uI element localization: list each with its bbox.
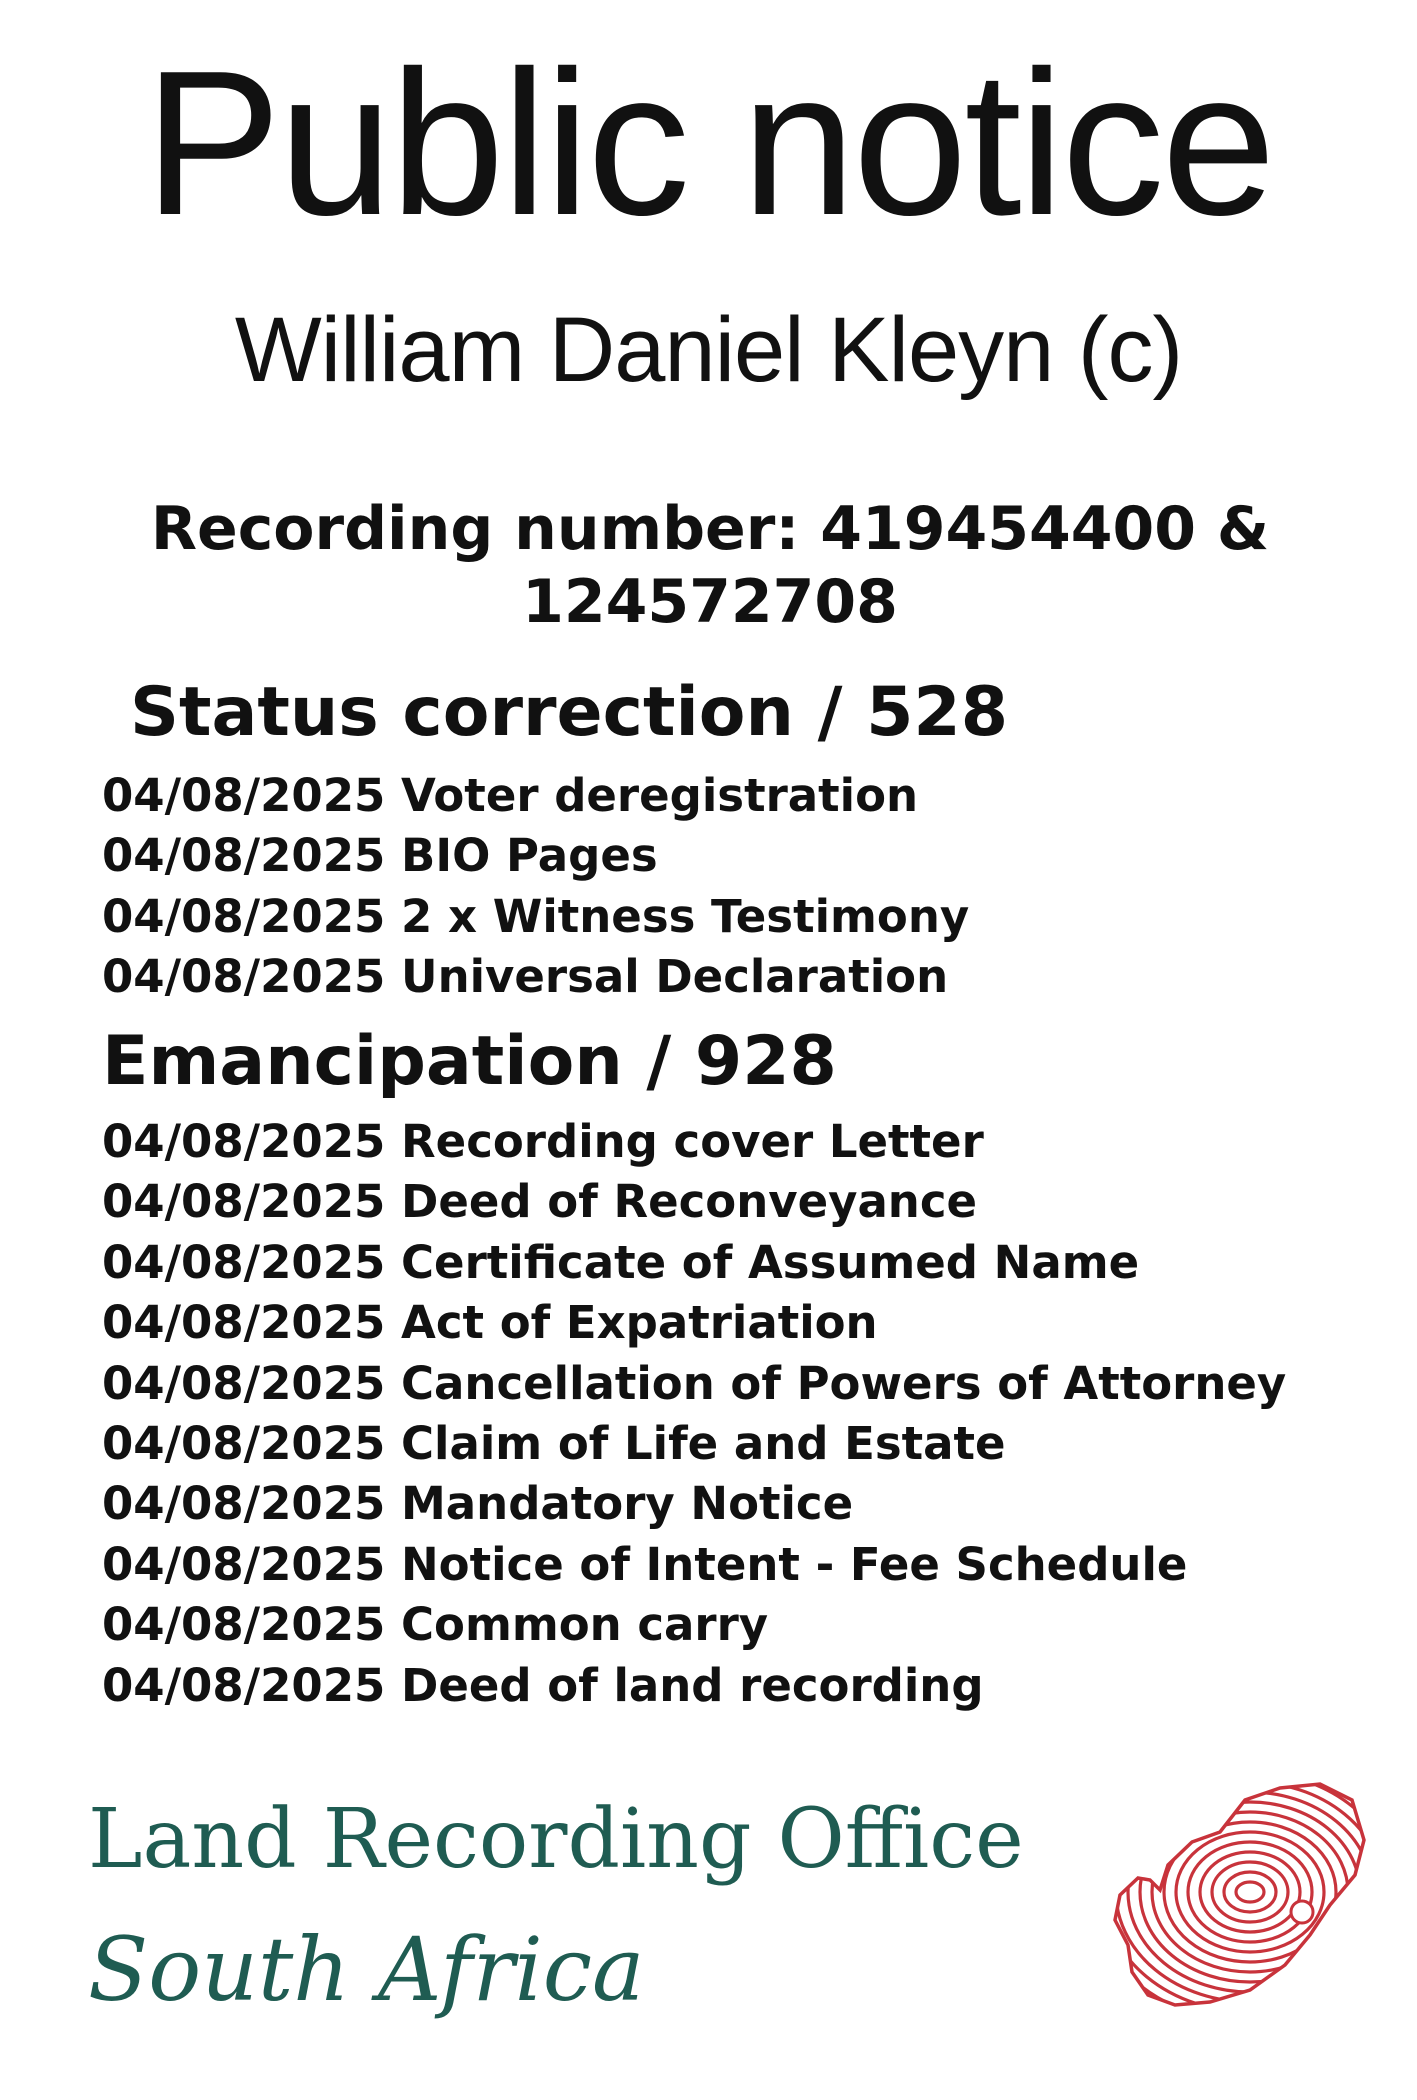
list-item: 04/08/2025 Notice of Intent - Fee Schedule (102, 1537, 1188, 1591)
fingerprint-ridge (1236, 1882, 1264, 1902)
fingerprint-ridge (1140, 1802, 1360, 1982)
emancipation-list (102, 1112, 1286, 1716)
office-name: Land Recording Office (88, 1792, 1024, 1887)
office-country: South Africa (88, 1918, 645, 2021)
list-item: 04/08/2025 Claim of Life and Estate (102, 1416, 1006, 1470)
status-correction-heading: Status correction / 528 (130, 673, 1009, 752)
list-item: 04/08/2025 Deed of Reconveyance (102, 1175, 978, 1229)
list-item: 04/08/2025 Certificate of Assumed Name (102, 1235, 1140, 1289)
fingerprint-ridge (1224, 1872, 1276, 1912)
fingerprint-ridge (1176, 1832, 1324, 1952)
recording-number-line-2: 124572708 (522, 567, 898, 637)
recording-number-line-1: Recording number: 419454400 & (150, 494, 1270, 564)
list-item: 04/08/2025 Recording cover Letter (102, 1115, 984, 1168)
list-item: 04/08/2025 Act of Expatriation (102, 1296, 878, 1350)
list-item: 04/08/2025 Universal Declaration (102, 950, 949, 1004)
fingerprint-ridge (1152, 1812, 1348, 1972)
list-item: 04/08/2025 Voter deregistration (102, 769, 919, 822)
list-item: 04/08/2025 2 x Witness Testimony (102, 889, 970, 943)
list-item: 04/08/2025 Common carry (102, 1598, 769, 1652)
lesotho-outline (1291, 1901, 1313, 1923)
south-africa-fingerprint-map-icon (1080, 1780, 1370, 2030)
recording-number (120, 493, 1300, 639)
person-name: William Daniel Kleyn (c) (234, 299, 1183, 401)
page-title: Public notice (143, 28, 1273, 258)
emancipation-heading: Emancipation / 928 (102, 1022, 837, 1101)
fingerprint-ridge (1188, 1842, 1312, 1942)
fingerprint-ridge (1116, 1782, 1370, 2002)
list-item: 04/08/2025 Mandatory Notice (102, 1477, 854, 1531)
status-correction-list (102, 766, 969, 1008)
list-item: 04/08/2025 BIO Pages (102, 829, 658, 883)
fingerprint-ridge (1200, 1852, 1300, 1932)
list-item: 04/08/2025 Cancellation of Powers of Attorney (102, 1356, 1287, 1410)
list-item: 04/08/2025 Deed of land recording (102, 1658, 984, 1712)
